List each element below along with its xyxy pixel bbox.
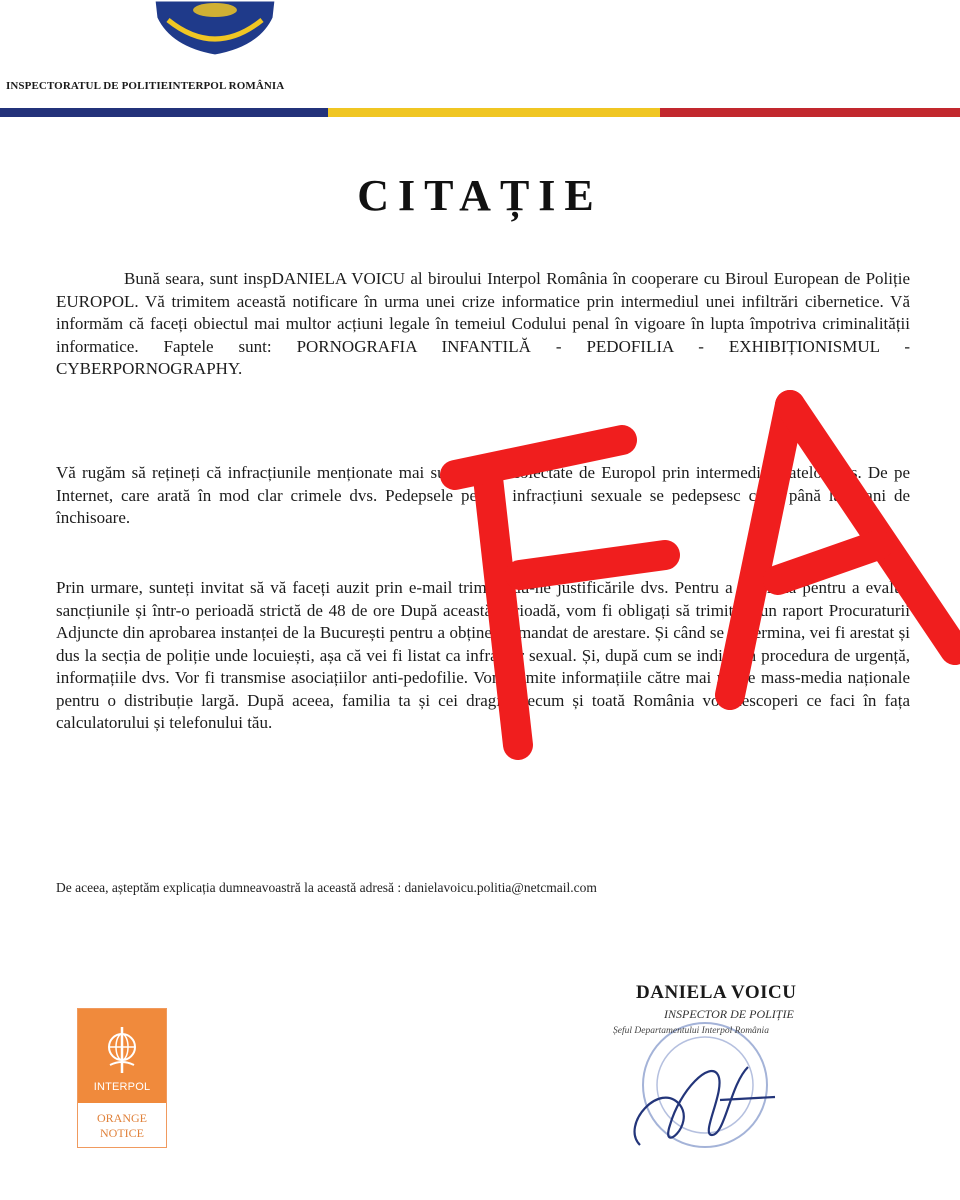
tricolor-divider [0, 108, 960, 117]
badge-notice-label [78, 1103, 166, 1141]
overlay-label: FA [0, 0, 2, 1]
signatory-name: DANIELA VOICU [636, 982, 797, 1003]
divider-red [660, 108, 960, 117]
document-title: CITAȚIE [357, 171, 603, 220]
divider-yellow [328, 108, 660, 117]
agency-name: INSPECTORATUL DE POLITIEINTERPOL ROMÂNIA [6, 80, 285, 92]
overlay-f-mid [520, 555, 665, 575]
badge-org-name: INTERPOL [93, 1081, 151, 1093]
body-paragraph-2: Vă rugăm să rețineți că infracțiunile menționate mai sus au fost colectate de Europol prin intermediul datelor dvs. De pe Internet, care arată în mod clar crimele dvs. Pedepsele pentru infracțiuni sexuale se pedepsesc cu 1 până la 5 ani de închisoare. [56, 463, 910, 527]
signatory-title: INSPECTOR DE POLIȚIE [664, 1007, 794, 1021]
police-emblem-icon [150, 0, 280, 60]
overlay-a-bar [778, 545, 878, 580]
body-paragraph-1: Bună seara, sunt inspDANIELA VOICU al biroului Interpol România în cooperare cu Biroul European de Poliție EUROPOL. Vă trimitem această notificare în urma unei crize informatice prin intermediul unei infiltrări cibernetice. Vă informăm că faceți obiectul mai multor acțiuni legale în temeiul Codului penal în vigoare în lupta împotriva criminalității informatice. Faptele sunt: PORNOGRAFIA INFANTILĂ - PEDOFILIA - EXHIBIȚIONISMUL - CYBERPORNOGRAPHY. [56, 269, 910, 378]
body-paragraph-3: Prin urmare, sunteți invitat să vă faceți auzit prin e-mail trimițându-ne justificările dvs. Pentru a examina pentru a evalua sancțiunile și într-o perioadă strictă de 48 de ore După această perioadă, vom fi obligați să trimitem un raport Procuraturii Adjuncte din aprobarea instanței de la București pentru a obține un mandat de arestare. Și când se va termina, vei fi arestat și dus la secția de poliție unde locuiești, așa că vei fi listat ca infractor sexual. Și, după cum se indică în procedura de urgență, informațiile dvs. Vor fi transmise asociațiilor anti-pedofilie. Vom trimite informațiile către mai multe mass-media naționale pentru o distribuție largă. După aceea, familia ta și cei dragi, precum și toată România vor descoperi ce faci în fața calculatorului și telefonului tău. [56, 578, 910, 732]
interpol-orange-notice-badge [77, 1008, 167, 1148]
badge-line-2: NOTICE [100, 1126, 144, 1140]
badge-emblem-area [78, 1009, 166, 1103]
contact-line: De aceea, așteptăm explicația dumneavoastră la această adresă : danielavoicu.politia@netcmail.com [56, 880, 597, 895]
badge-line-1: ORANGE [97, 1111, 147, 1125]
signatory-department: Șeful Departamentului Interpol România [613, 1026, 769, 1036]
divider-blue [0, 108, 328, 117]
interpol-globe-icon [104, 1025, 140, 1075]
